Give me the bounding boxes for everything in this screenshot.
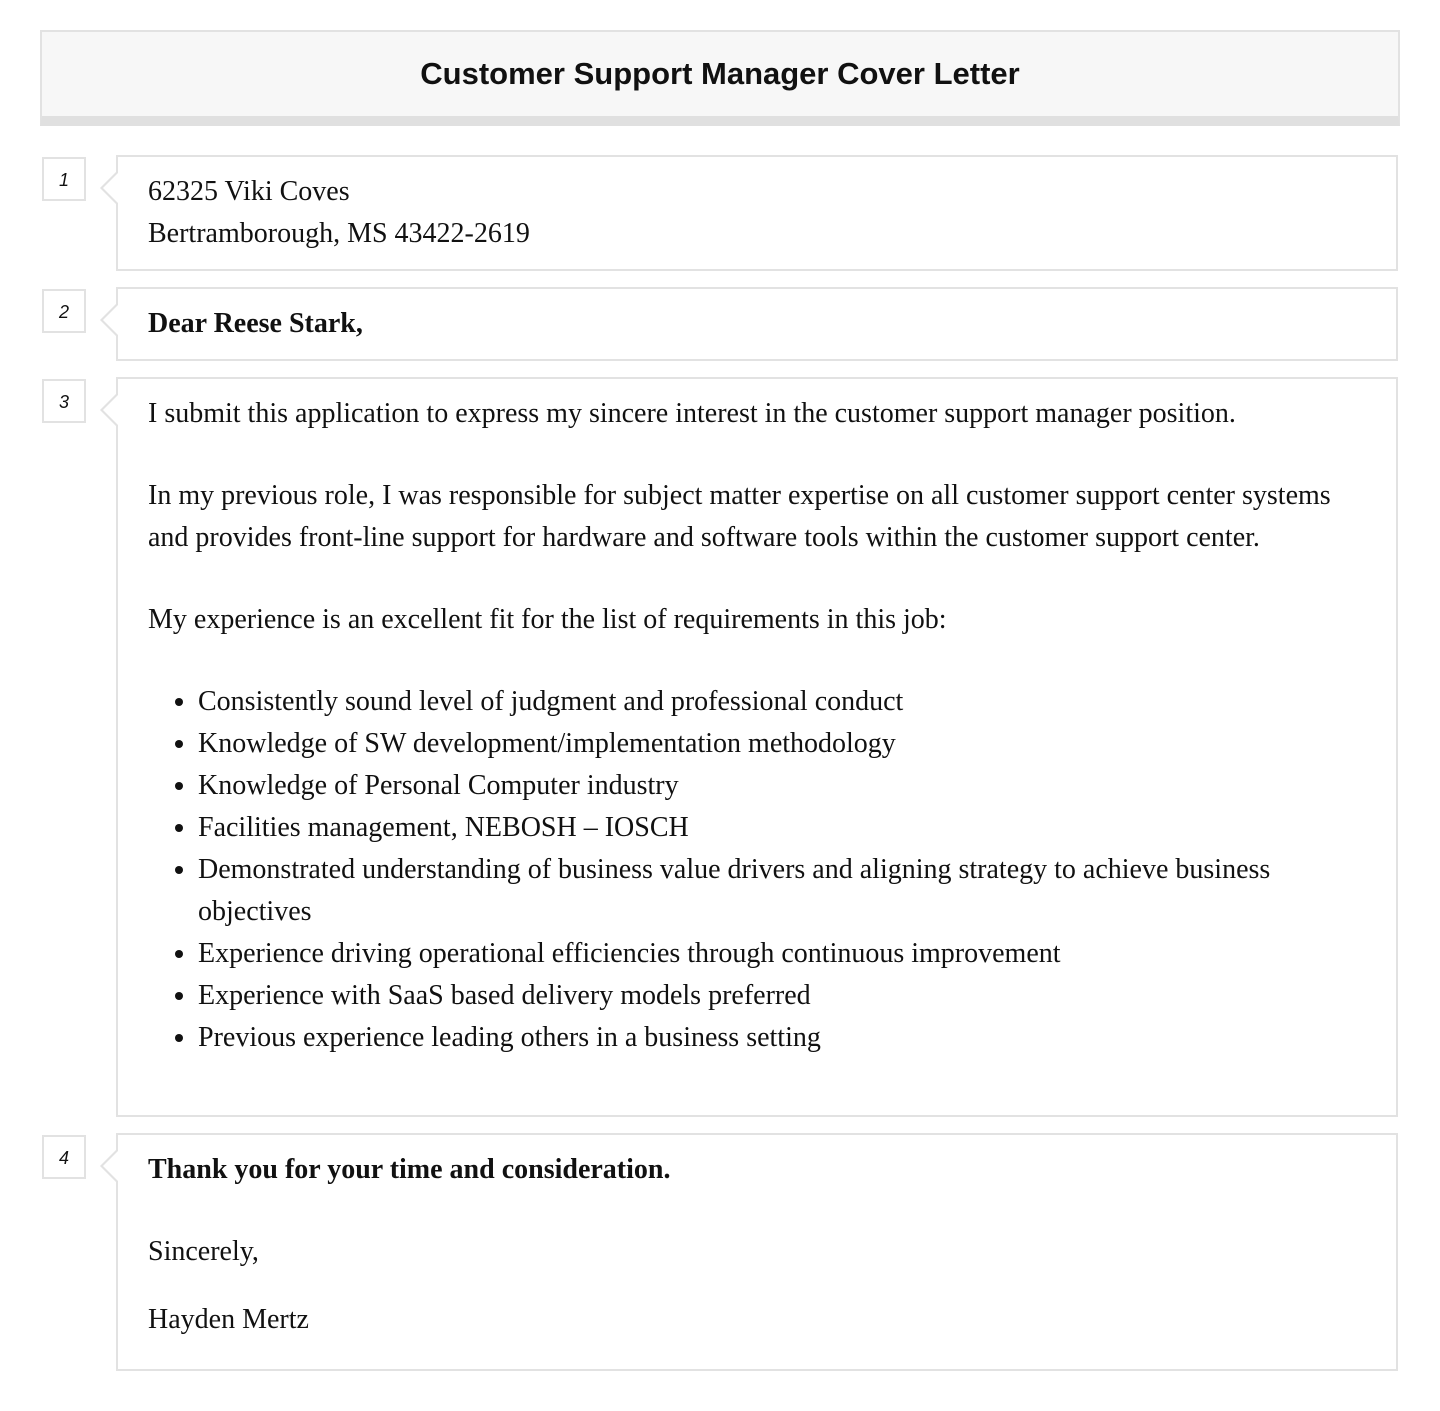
list-item: • Knowledge of Personal Computer industry — [198, 765, 1366, 807]
section-number-1: 1 — [42, 157, 86, 201]
intro-paragraph: I submit this application to express my sincere interest in the customer support manager position. — [148, 398, 1236, 429]
body-section — [116, 377, 1398, 1117]
list-item: • Previous experience leading others in a business setting — [198, 1017, 1366, 1059]
signer-name: Hayden Mertz — [148, 1304, 309, 1335]
thanks-line: Thank you for your time and consideration. — [148, 1154, 671, 1185]
list-item: • Consistently sound level of judgment and professional conduct — [198, 681, 1366, 723]
section-number-3: 3 — [42, 379, 86, 423]
page-title: Customer Support Manager Cover Letter — [420, 56, 1020, 91]
list-item: • Experience driving operational efficiencies through continuous improvement — [198, 933, 1366, 975]
greeting-section — [116, 287, 1398, 361]
section-number-4: 4 — [42, 1135, 86, 1179]
signoff: Sincerely, — [148, 1236, 259, 1267]
greeting: Dear Reese Stark, — [148, 308, 363, 339]
section-number-2: 2 — [42, 289, 86, 333]
list-item: • Demonstrated understanding of business value drivers and aligning strategy to achieve business objectives — [198, 849, 1366, 933]
previous-role-paragraph: In my previous role, I was responsible for subject matter expertise on all customer support center systems and provides front-line support for hardware and software tools within the customer support center. — [148, 480, 1331, 553]
address-line-2: Bertramborough, MS 43422-2619 — [148, 218, 530, 249]
closing-section — [116, 1133, 1398, 1371]
address-section — [116, 155, 1398, 271]
fit-intro-paragraph: My experience is an excellent fit for the list of requirements in this job: — [148, 604, 947, 635]
list-item: • Knowledge of SW development/implementation methodology — [198, 723, 1366, 765]
address-line-1: 62325 Viki Coves — [148, 176, 350, 207]
page-header — [40, 30, 1400, 126]
requirements-list — [148, 681, 1366, 1059]
list-item: • Facilities management, NEBOSH – IOSCH — [198, 807, 1366, 849]
list-item: • Experience with SaaS based delivery models preferred — [198, 975, 1366, 1017]
